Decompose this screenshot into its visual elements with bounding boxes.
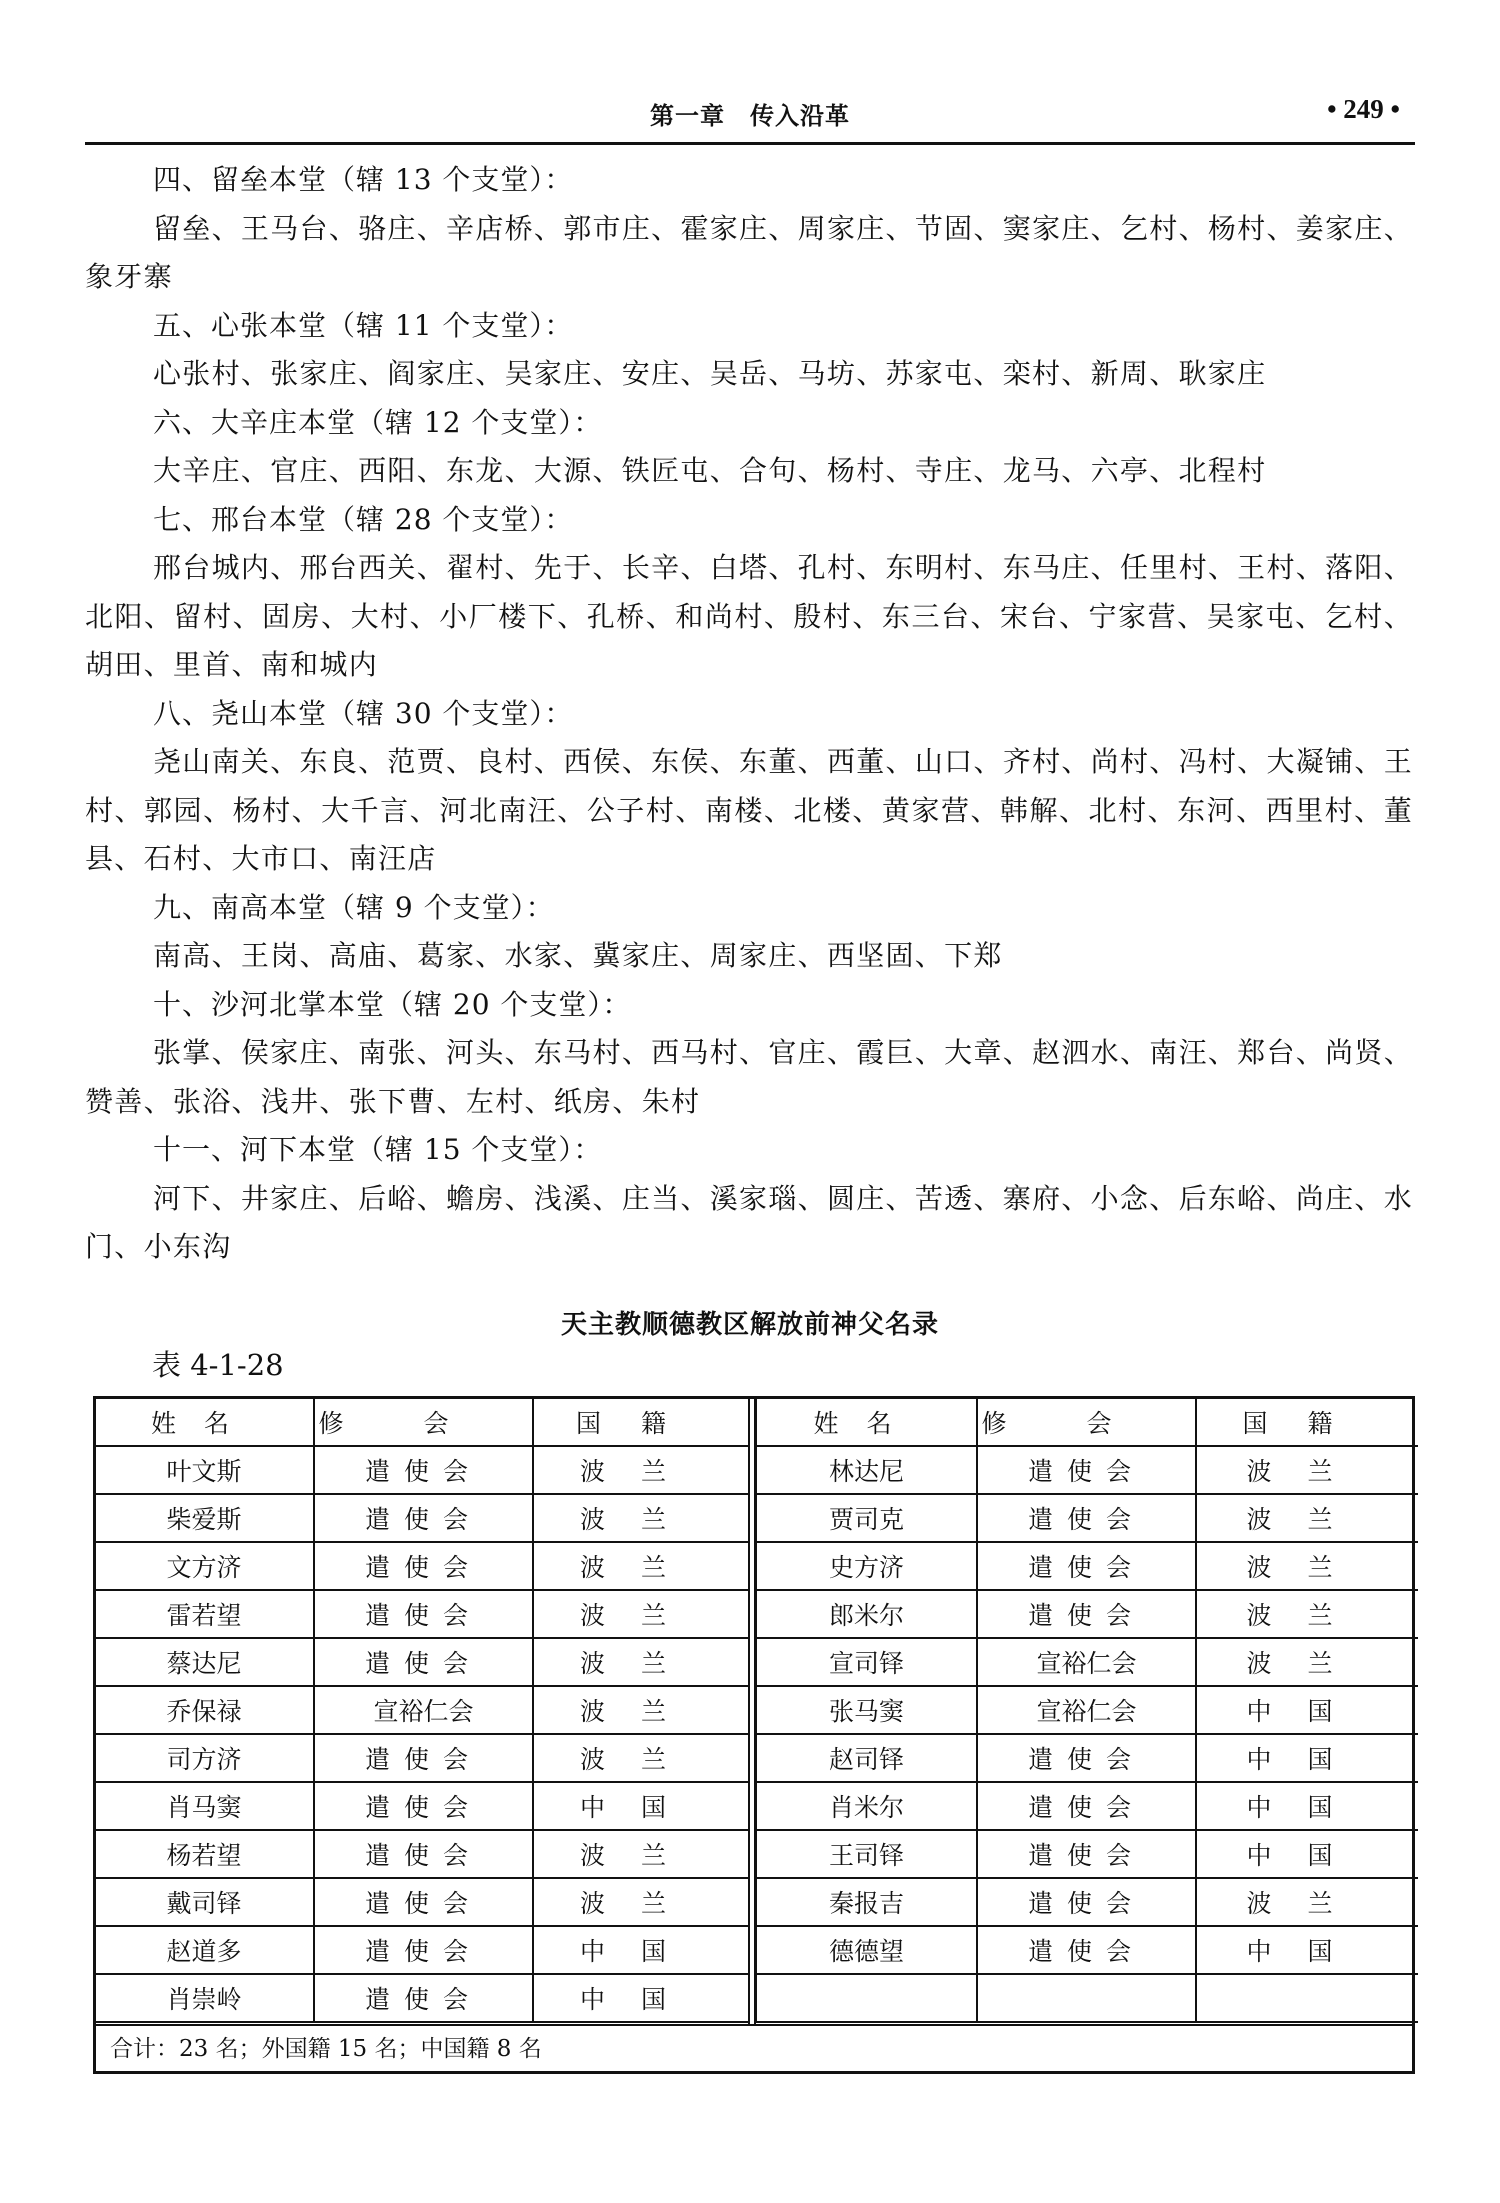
table-cell — [977, 1926, 1196, 1974]
table-title: 天主教顺德教区解放前神父名录 — [560, 1310, 939, 1340]
table-cell — [1196, 1734, 1418, 1782]
priest-name: 德德望 — [828, 1937, 904, 1966]
priest-order: 遣使会 — [364, 1985, 482, 2014]
table-row — [756, 1542, 1418, 1590]
table-row — [95, 1782, 749, 1830]
priest-order: 遣使会 — [1027, 1793, 1145, 1822]
priest-order: 遣使会 — [364, 1457, 482, 1486]
table-cell — [314, 1974, 533, 2022]
table-cell — [533, 1638, 749, 1686]
table-cell — [977, 1494, 1196, 1542]
table-header-cell — [1196, 1399, 1418, 1446]
table-cell — [533, 1494, 749, 1542]
table-cell — [1196, 1830, 1418, 1878]
priest-table — [93, 1396, 1415, 2074]
table-row — [756, 1926, 1418, 1974]
table-cell — [756, 1446, 977, 1494]
priest-nationality: 中国 — [579, 1985, 702, 2014]
running-header-chapter: 第一章 传入沿革 — [650, 102, 850, 130]
table-cell — [1196, 1878, 1418, 1926]
section-body: 尧山南关、东良、范贾、良村、西侯、东侯、东董、西董、山口、齐村、尚村、冯村、大凝铺、王村、郭园、杨村、大千言、河北南汪、公子村、南楼、北楼、黄家营、韩解、北村、东河、西里村、董县、石村、大市口、南汪店 — [85, 745, 1413, 875]
section-heading: 十一、河下本堂（辖 15 个支堂）： — [153, 1133, 603, 1166]
table-cell — [533, 1974, 749, 2022]
table-cell — [533, 1782, 749, 1830]
table-cell — [533, 1734, 749, 1782]
table-row — [95, 1494, 749, 1542]
priest-name: 秦报吉 — [828, 1889, 904, 1918]
priest-nationality: 波兰 — [1246, 1553, 1369, 1582]
table-cell — [533, 1926, 749, 1974]
table-cell — [756, 1782, 977, 1830]
table-cell — [95, 1926, 314, 1974]
priest-nationality: 波兰 — [579, 1601, 702, 1630]
priest-nationality: 中国 — [579, 1793, 702, 1822]
priest-name: 叶文斯 — [166, 1457, 242, 1486]
table-cell — [314, 1926, 533, 1974]
table-row — [756, 1782, 1418, 1830]
table-cell — [314, 1830, 533, 1878]
priest-nationality: 波兰 — [1246, 1601, 1369, 1630]
priest-order: 遣使会 — [1027, 1745, 1145, 1774]
table-cell — [533, 1446, 749, 1494]
table-cell — [95, 1878, 314, 1926]
table-row — [756, 1590, 1418, 1638]
table-cell — [977, 1446, 1196, 1494]
table-cell — [756, 1686, 977, 1734]
priest-order: 遣使会 — [1027, 1601, 1145, 1630]
table-cell — [533, 1542, 749, 1590]
priest-name: 赵道多 — [166, 1937, 242, 1966]
priest-nationality: 波兰 — [1246, 1649, 1369, 1678]
table-cell — [977, 1686, 1196, 1734]
priest-order: 遣使会 — [1027, 1937, 1145, 1966]
priest-nationality: 中国 — [1246, 1841, 1369, 1870]
header-name: 姓名 — [813, 1409, 920, 1438]
priest-nationality: 中国 — [1246, 1793, 1369, 1822]
section-body: 河下、井家庄、后峪、蟾房、浅溪、庄当、溪家瑙、圆庄、苦透、寨府、小念、后东峪、尚庄、水门、小东沟 — [85, 1181, 1413, 1263]
table-cell — [95, 1830, 314, 1878]
table-row — [756, 1830, 1418, 1878]
table-cell — [95, 1446, 314, 1494]
priest-order: 遣使会 — [1027, 1841, 1145, 1870]
priest-order: 遣使会 — [1027, 1889, 1145, 1918]
table-cell — [533, 1878, 749, 1926]
table-cell — [314, 1686, 533, 1734]
table-cell — [1196, 1542, 1418, 1590]
table-cell — [1196, 1494, 1418, 1542]
priest-order: 遣使会 — [1027, 1457, 1145, 1486]
table-number: 表 4-1-28 — [152, 1348, 284, 1382]
table-cell — [314, 1446, 533, 1494]
priest-order: 遣使会 — [364, 1505, 482, 1534]
table-cell — [95, 1734, 314, 1782]
table-cell — [756, 1590, 977, 1638]
priest-nationality: 波兰 — [579, 1697, 702, 1726]
table-cell — [1196, 1926, 1418, 1974]
header-rule — [85, 142, 1415, 145]
priest-name: 司方济 — [166, 1745, 242, 1774]
table-cell — [756, 1974, 977, 2022]
table-cell — [756, 1878, 977, 1926]
priest-name: 王司铎 — [828, 1841, 904, 1870]
section-body: 张掌、侯家庄、南张、河头、东马村、西马村、官庄、霞巨、大章、赵泗水、南汪、郑台、尚贤、赞善、张浴、浅井、张下曹、左村、纸房、朱村 — [85, 1036, 1413, 1118]
page-number: • 249 • — [1327, 94, 1400, 124]
priest-order: 遣使会 — [364, 1793, 482, 1822]
table-row — [756, 1878, 1418, 1926]
table-cell — [1196, 1782, 1418, 1830]
table-header-cell — [977, 1399, 1196, 1446]
table-cell — [314, 1878, 533, 1926]
table-cell — [314, 1494, 533, 1542]
section-body: 大辛庄、官庄、西阳、东龙、大源、铁匠屯、合句、杨村、寺庄、龙马、六亭、北程村 — [153, 454, 1267, 487]
priest-name: 史方济 — [828, 1553, 904, 1582]
priest-order: 遣使会 — [1027, 1505, 1145, 1534]
table-cell — [1196, 1638, 1418, 1686]
priest-order: 宣裕仁会 — [1036, 1649, 1137, 1678]
priest-order: 宣裕仁会 — [373, 1697, 474, 1726]
priest-table-right — [755, 1399, 1418, 2023]
header-nationality: 国籍 — [575, 1409, 706, 1438]
table-row — [756, 1494, 1418, 1542]
header-nationality: 国籍 — [1242, 1409, 1373, 1438]
priest-name: 戴司铎 — [166, 1889, 242, 1918]
table-cell — [1196, 1446, 1418, 1494]
table-cell — [95, 1638, 314, 1686]
table-cell — [533, 1590, 749, 1638]
priest-name: 蔡达尼 — [166, 1649, 242, 1678]
table-row — [95, 1830, 749, 1878]
priest-nationality: 波兰 — [1246, 1457, 1369, 1486]
table-row — [95, 1446, 749, 1494]
table-cell — [314, 1542, 533, 1590]
section-body: 心张村、张家庄、阎家庄、吴家庄、安庄、吴岳、马坊、苏家屯、栾村、新周、耿家庄 — [153, 357, 1267, 390]
table-cell — [314, 1734, 533, 1782]
table-cell — [1196, 1686, 1418, 1734]
table-row — [95, 1638, 749, 1686]
header-name: 姓名 — [150, 1409, 257, 1438]
priest-name: 肖米尔 — [828, 1793, 904, 1822]
table-cell — [756, 1542, 977, 1590]
section-body: 留垒、王马台、骆庄、辛店桥、郭市庄、霍家庄、周家庄、节固、窦家庄、乞村、杨村、姜家庄、象牙寨 — [85, 211, 1413, 293]
table-row — [756, 1446, 1418, 1494]
table-header-row — [95, 1399, 749, 1446]
table-cell — [756, 1926, 977, 1974]
priest-order: 遣使会 — [364, 1601, 482, 1630]
priest-name: 郎米尔 — [828, 1601, 904, 1630]
table-row — [95, 1686, 749, 1734]
table-header-cell — [95, 1399, 314, 1446]
priest-nationality: 波兰 — [579, 1745, 702, 1774]
priest-nationality: 中国 — [1246, 1745, 1369, 1774]
priest-nationality: 波兰 — [1246, 1505, 1369, 1534]
table-cell — [1196, 1974, 1418, 2022]
priest-name: 文方济 — [166, 1553, 242, 1582]
section-heading: 九、南高本堂（辖 9 个支堂）： — [153, 890, 555, 924]
table-row — [95, 1926, 749, 1974]
table-cell — [95, 1782, 314, 1830]
priest-nationality: 波兰 — [579, 1841, 702, 1870]
table-cell — [314, 1638, 533, 1686]
priest-order: 宣裕仁会 — [1036, 1697, 1137, 1726]
table-header-cell — [533, 1399, 749, 1446]
table-cell — [756, 1494, 977, 1542]
table-cell — [977, 1638, 1196, 1686]
table-cell — [756, 1638, 977, 1686]
table-cell — [977, 1542, 1196, 1590]
priest-name: 乔保禄 — [166, 1697, 242, 1726]
section-heading: 六、大辛庄本堂（辖 12 个支堂）： — [153, 405, 603, 439]
priest-name: 宣司铎 — [828, 1649, 904, 1678]
section-heading: 八、尧山本堂（辖 30 个支堂）： — [153, 696, 574, 730]
priest-nationality: 中国 — [1246, 1697, 1369, 1726]
table-header-cell — [756, 1399, 977, 1446]
table-row — [95, 1590, 749, 1638]
body-text — [85, 156, 1413, 1272]
header-order: 修会 — [318, 1409, 529, 1438]
priest-name: 林达尼 — [828, 1457, 904, 1486]
table-row — [756, 1734, 1418, 1782]
table-cell — [977, 1590, 1196, 1638]
priest-name: 肖马窦 — [166, 1793, 242, 1822]
table-cell — [977, 1782, 1196, 1830]
table-cell — [95, 1542, 314, 1590]
priest-nationality: 波兰 — [579, 1889, 702, 1918]
priest-name: 雷若望 — [166, 1601, 242, 1630]
table-cell — [533, 1686, 749, 1734]
table-cell — [1196, 1590, 1418, 1638]
section-heading: 七、邢台本堂（辖 28 个支堂）： — [153, 502, 574, 536]
table-total: 合计：23 名；外国籍 15 名；中国籍 8 名 — [96, 2024, 1412, 2074]
priest-table-left — [95, 1399, 750, 2023]
header-order: 修会 — [981, 1409, 1192, 1438]
priest-nationality: 波兰 — [1246, 1889, 1369, 1918]
table-cell — [977, 1974, 1196, 2022]
priest-nationality: 波兰 — [579, 1457, 702, 1486]
priest-nationality: 中国 — [579, 1937, 702, 1966]
table-row — [756, 1686, 1418, 1734]
table-cell — [977, 1734, 1196, 1782]
table-cell — [95, 1494, 314, 1542]
priest-order: 遣使会 — [1027, 1553, 1145, 1582]
table-row — [95, 1974, 749, 2022]
table-header-cell — [314, 1399, 533, 1446]
table-cell — [314, 1782, 533, 1830]
table-cell — [95, 1974, 314, 2022]
table-row — [756, 1638, 1418, 1686]
priest-order: 遣使会 — [364, 1745, 482, 1774]
table-row — [95, 1878, 749, 1926]
priest-order: 遣使会 — [364, 1649, 482, 1678]
table-row — [95, 1734, 749, 1782]
table-cell — [756, 1830, 977, 1878]
section-heading: 十、沙河北掌本堂（辖 20 个支堂）： — [153, 987, 632, 1021]
priest-order: 遣使会 — [364, 1889, 482, 1918]
table-cell — [314, 1590, 533, 1638]
section-heading: 四、留垒本堂（辖 13 个支堂）： — [153, 163, 574, 196]
priest-nationality: 波兰 — [579, 1505, 702, 1534]
table-cell — [95, 1686, 314, 1734]
table-cell — [533, 1830, 749, 1878]
priest-nationality: 波兰 — [579, 1553, 702, 1582]
priest-order: 遣使会 — [364, 1553, 482, 1582]
priest-name: 张马窦 — [828, 1697, 904, 1726]
section-body: 南高、王岗、高庙、葛家、水家、冀家庄、周家庄、西坚固、下郑 — [153, 939, 1003, 972]
table-header-row — [756, 1399, 1418, 1446]
table-cell — [977, 1878, 1196, 1926]
section-heading: 五、心张本堂（辖 11 个支堂）： — [153, 308, 574, 342]
table-cell — [756, 1734, 977, 1782]
section-body: 邢台城内、邢台西关、翟村、先于、长辛、白塔、孔村、东明村、东马庄、任里村、王村、落阳、北阳、留村、固房、大村、小厂楼下、孔桥、和尚村、殷村、东三台、宋台、宁家营、吴家屯、乞村、胡田、里首、南和城内 — [85, 551, 1413, 681]
priest-name: 肖崇岭 — [166, 1985, 242, 2014]
table-row — [95, 1542, 749, 1590]
table-cell — [95, 1590, 314, 1638]
priest-nationality: 波兰 — [579, 1649, 702, 1678]
priest-nationality: 中国 — [1246, 1937, 1369, 1966]
table-row — [756, 1974, 1418, 2022]
table-cell — [977, 1830, 1196, 1878]
priest-name: 赵司铎 — [828, 1745, 904, 1774]
priest-name: 杨若望 — [166, 1841, 242, 1870]
priest-name: 柴爱斯 — [166, 1505, 242, 1534]
priest-order: 遣使会 — [364, 1937, 482, 1966]
priest-order: 遣使会 — [364, 1841, 482, 1870]
priest-name: 贾司克 — [828, 1505, 904, 1534]
